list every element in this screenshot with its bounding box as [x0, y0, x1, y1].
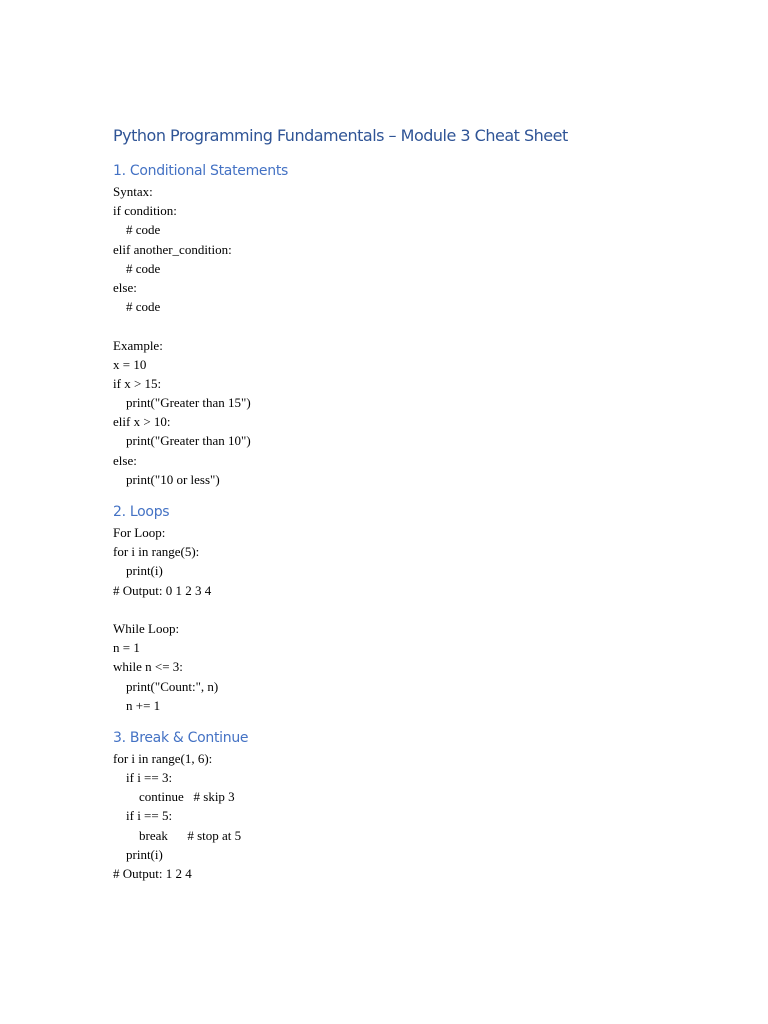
code-line: # Output: 1 2 4 [113, 866, 192, 881]
code-line: if x > 15: [113, 375, 162, 391]
code-block [113, 182, 713, 489]
code-line: for i in range(1, 6): [113, 750, 213, 766]
code-line: while n <= 3: [113, 659, 183, 675]
code-line: # Output: 0 1 2 3 4 [113, 582, 212, 598]
document-title: Python Programming Fundamentals – Module 3 Cheat Sheet [113, 126, 568, 145]
code-line: else: [113, 279, 137, 295]
code-line: n += 1 [113, 697, 161, 713]
code-line: # code [113, 299, 161, 315]
code-line: continue # skip 3 [113, 789, 235, 805]
code-line: print(i) [113, 846, 163, 862]
section-loops [113, 501, 713, 715]
section-break-continue [113, 727, 713, 883]
section-heading: 2. Loops [113, 504, 170, 520]
section-conditional-statements [113, 160, 713, 489]
code-line: Example: [113, 337, 163, 353]
code-line: for i in range(5): [113, 544, 200, 560]
code-line [113, 600, 713, 619]
code-line [113, 316, 713, 335]
section-heading: 3. Break & Continue [113, 729, 249, 746]
code-line: print(i) [113, 563, 163, 579]
code-line: print("Greater than 10") [113, 433, 251, 449]
code-block [113, 749, 713, 883]
code-line: else: [113, 452, 137, 468]
code-line: print("Greater than 15") [113, 395, 251, 411]
code-line: if condition: [113, 203, 177, 219]
code-line: elif x > 10: [113, 414, 171, 430]
section-heading: 1. Conditional Statements [113, 163, 288, 179]
code-line: # code [113, 222, 161, 238]
code-line: elif another_condition: [113, 241, 232, 257]
code-line: n = 1 [113, 640, 140, 656]
code-block [113, 523, 713, 715]
code-line: print("10 or less") [113, 471, 220, 487]
code-line: Syntax: [113, 184, 153, 199]
code-line: print("Count:", n) [113, 678, 219, 694]
code-line: # code [113, 260, 161, 276]
code-line: x = 10 [113, 356, 147, 372]
code-line: break # stop at 5 [113, 827, 242, 843]
code-line: if i == 3: [113, 770, 173, 786]
code-line: For Loop: [113, 525, 166, 540]
code-line: While Loop: [113, 620, 180, 636]
document-page [113, 124, 713, 895]
code-line: if i == 5: [113, 808, 173, 824]
